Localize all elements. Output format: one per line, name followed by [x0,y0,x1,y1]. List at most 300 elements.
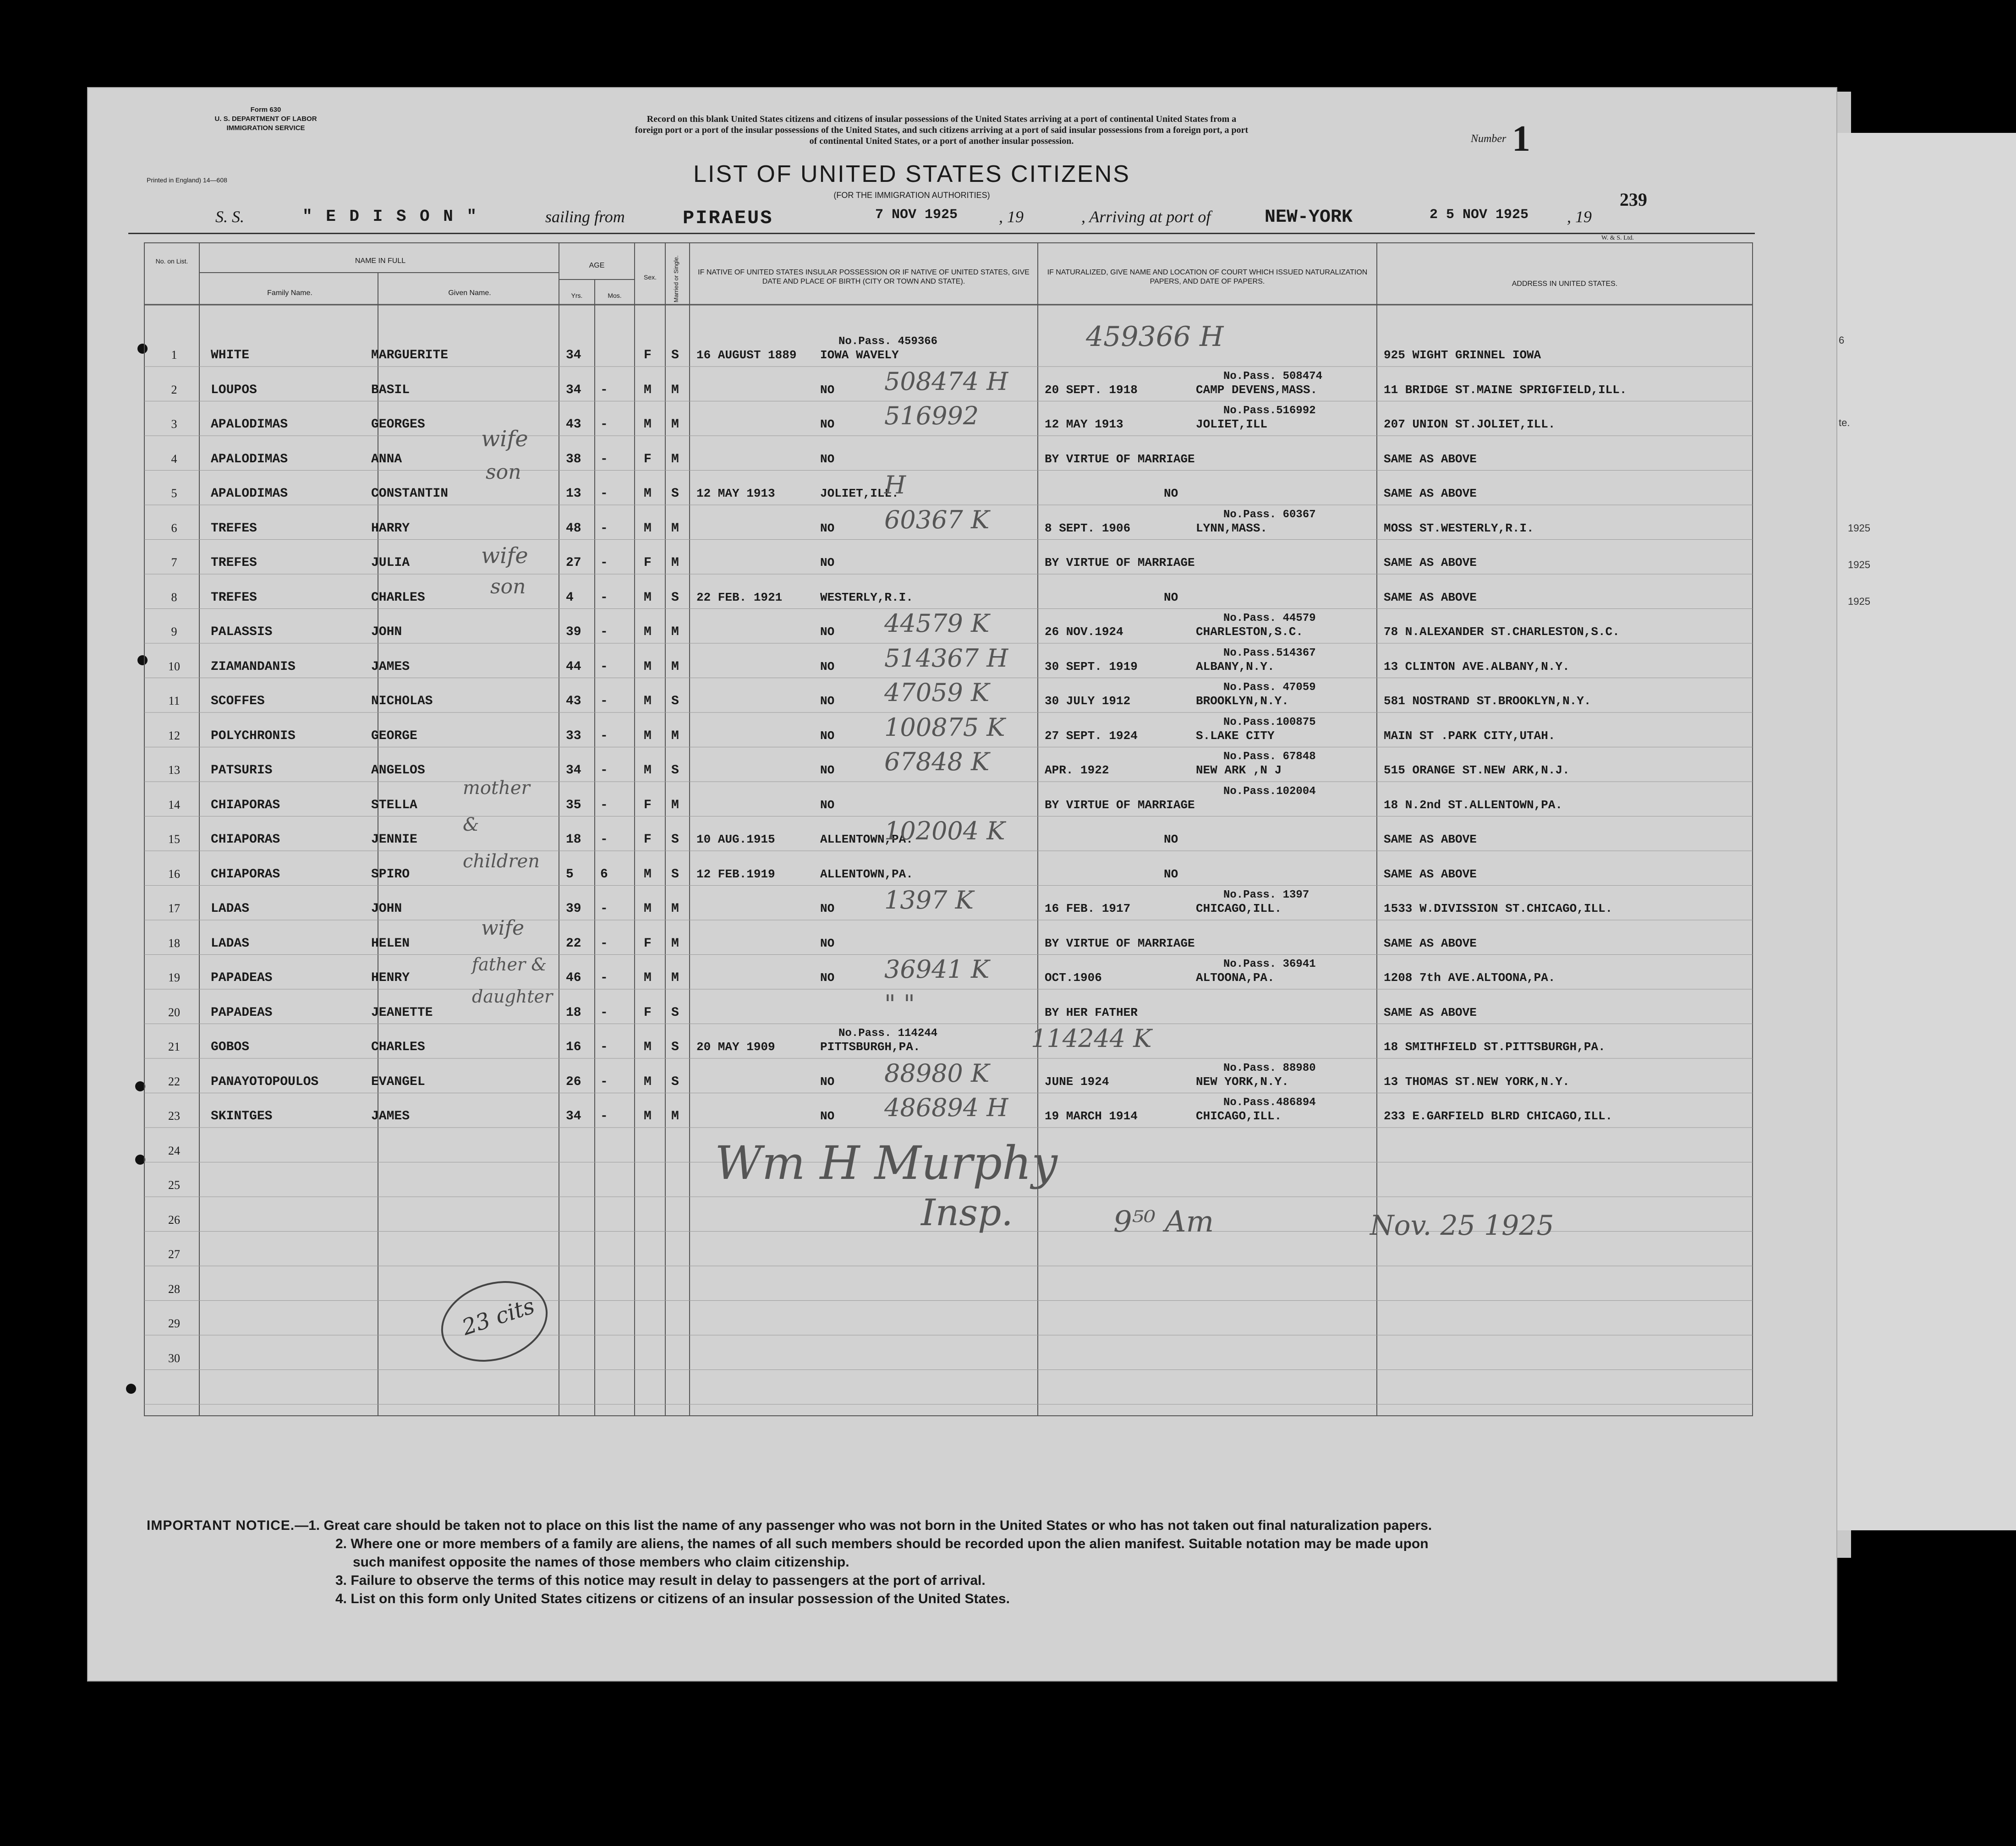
col-given-name: Given Name. [448,289,491,297]
age-months: - [600,729,608,743]
birth-date: NO [820,694,835,708]
row-number: 25 [168,1178,180,1192]
birth-date: 10 AUG.1915 [696,833,775,846]
address: 18 N.2nd ST.ALLENTOWN,PA. [1384,798,1563,812]
address: 13 CLINTON AVE.ALBANY,N.Y. [1384,659,1570,674]
table-row-empty [87,1273,1837,1308]
age-months: - [600,833,608,847]
birth-date: NO [820,763,835,777]
handwritten-pass-number: 100875 K [884,712,1005,742]
family-name: PAPADEAS [211,971,273,985]
family-name: CHIAPORAS [211,867,280,882]
address: 925 WIGHT GRINNEL IOWA [1384,348,1541,362]
handwritten-pass-number: " " [884,989,915,1019]
naturalization-place: CHICAGO,ILL. [1196,902,1282,915]
col-mos: Mos. [608,292,622,299]
row-number: 19 [168,971,180,984]
form-meta [147,105,385,133]
row-number: 30 [168,1351,180,1365]
row-number: 10 [168,659,180,673]
age-months: - [600,556,608,570]
naturalization-place: S.LAKE CITY [1196,729,1275,743]
sex: F [644,556,652,570]
naturalization-place: LYNN,MASS. [1196,521,1268,535]
row-number: 6 [171,521,177,535]
family-name: TREFES [211,556,257,570]
col-married-single: Married or Single. [673,255,679,302]
address: MAIN ST .PARK CITY,UTAH. [1384,729,1556,743]
important-notice [147,1517,1796,1608]
naturalization-date: NO [1164,487,1178,500]
table-row [87,505,1837,547]
birth-place: ALLENTOWN,PA. [820,867,913,881]
address: SAME AS ABOVE [1384,452,1477,466]
marital-status: S [671,833,679,847]
printer-mark: W. & S. Ltd. [1601,235,1634,241]
table-row [87,816,1837,858]
naturalization-date: 26 NOV.1924 [1045,625,1123,639]
address: 515 ORANGE ST.NEW ARK,N.J. [1384,763,1570,777]
sex: M [644,694,652,708]
annotation-son: son [490,575,526,598]
family-name: PAPADEAS [211,1005,273,1020]
given-name: JOHN [371,902,402,916]
age-months: - [600,625,608,639]
age-years: 38 [566,452,581,466]
naturalization-date: BY HER FATHER [1045,1005,1138,1019]
handwritten-pass-number: 102004 K [884,816,1005,845]
table-row-empty [87,1308,1837,1342]
inspection-time: 9⁵⁰ Am [1113,1205,1214,1239]
annotation-mother-children: mother & children [463,778,540,872]
family-name: LOUPOS [211,383,257,397]
notice-item: such manifest opposite the names of those members who claim citizenship. [353,1555,849,1570]
address: SAME AS ABOVE [1384,1005,1477,1019]
department: U. S. DEPARTMENT OF LABOR [214,115,317,123]
pass-number: No.Pass.486894 [1223,1096,1316,1109]
notice-item: 2. Where one or more members of a family are aliens, the names of all such members should be recorded upon the alien manifest. Suitable notation may be made upon [335,1536,1429,1551]
sex: F [644,936,652,951]
row-number: 16 [168,867,180,881]
marital-status: S [671,1005,679,1020]
row-number: 11 [168,694,180,707]
age-years: 43 [566,694,581,708]
age-years: 39 [566,902,581,916]
age-years: 26 [566,1074,581,1089]
col-age: AGE [589,262,605,269]
naturalization-date: OCT.1906 [1045,971,1102,985]
sex: M [644,1109,652,1123]
birth-date: 22 FEB. 1921 [696,590,783,604]
given-name: JEANETTE [371,1005,433,1020]
sex: M [644,417,652,432]
age-months: - [600,1005,608,1020]
sex: F [644,348,652,362]
sex: M [644,383,652,397]
age-months: - [600,659,608,674]
naturalization-date: JUNE 1924 [1045,1074,1109,1089]
punch-hole [126,1384,136,1394]
family-name: ZIAMANDANIS [211,659,296,674]
age-years: 5 [566,867,574,882]
given-name: HELEN [371,936,410,951]
sex: M [644,590,652,605]
date-to: 2 5 NOV 1925 [1430,207,1529,223]
row-number: 12 [168,729,180,742]
age-months: - [600,487,608,501]
naturalization-date: 30 SEPT. 1919 [1045,659,1138,674]
manifest-page [87,87,1837,1682]
ship-underline [128,233,1755,234]
row-number: 7 [171,556,177,569]
sex: F [644,798,652,812]
marital-status: M [671,521,679,536]
address: 18 SMITHFIELD ST.PITTSBURGH,PA. [1384,1040,1605,1054]
given-name: HARRY [371,521,410,536]
family-name: LADAS [211,902,250,916]
age-years: 46 [566,971,581,985]
table-row-empty [87,1342,1837,1377]
row-number: 23 [168,1109,180,1123]
row-number: 26 [168,1213,180,1227]
age-months: - [600,1074,608,1089]
age-months: - [600,798,608,812]
age-months: - [600,383,608,397]
family-name: PALASSIS [211,625,273,639]
family-name: GOBOS [211,1040,250,1054]
col-yrs: Yrs. [571,292,583,299]
age-years: 34 [566,383,581,397]
age-years: 43 [566,417,581,432]
naturalization-place: ALTOONA,PA. [1196,971,1275,985]
address: 78 N.ALEXANDER ST.CHARLESTON,S.C. [1384,625,1620,639]
sex: M [644,521,652,536]
naturalization-date: NO [1164,833,1178,846]
row-number: 3 [171,417,177,431]
given-name: CHARLES [371,1040,425,1054]
marital-status: M [671,625,679,639]
notice-item: 4. List on this form only United States citizens or citizens of an insular possession of the United States. [335,1591,1010,1606]
given-name: SPIRO [371,867,410,882]
marital-status: S [671,348,679,362]
naturalization-date: 20 SEPT. 1918 [1045,383,1138,397]
number-label: Number [1471,133,1507,145]
naturalization-date: NO [1164,590,1178,604]
row-number: 1 [171,348,177,362]
marital-status: S [671,867,679,882]
record-line: Record on this blank United States citizens and citizens of insular possessions of the United States arriving at a port of continental United States from a [646,114,1237,124]
birth-date: NO [820,902,835,915]
row-number: 18 [168,936,180,950]
handwritten-pass-number: 508474 H [884,367,1008,396]
row-number: 2 [171,383,177,396]
pass-number: No.Pass. 67848 [1223,750,1316,763]
number-value: 1 [1512,119,1530,159]
table-row [87,1093,1837,1134]
col-naturalized: IF NATURALIZED, GIVE NAME AND LOCATION OF COURT WHICH ISSUED NATURALIZATION PAPERS, AND DATE OF PAPERS. [1047,268,1368,285]
given-name: BASIL [371,383,410,397]
given-name: CONSTANTIN [371,487,449,501]
birth-date: NO [820,936,835,950]
pass-number: No.Pass.516992 [1223,405,1316,417]
marital-status: S [671,1040,679,1054]
row-number: 9 [171,625,177,638]
sex: M [644,625,652,639]
inspector-title: Insp. [921,1191,1013,1234]
annotation-wife: wife [481,543,528,569]
pass-number: No.Pass. 60367 [1223,508,1316,521]
port-from: PIRAEUS [683,207,773,229]
age-months: - [600,417,608,432]
port-to: NEW-YORK [1265,207,1353,228]
naturalization-place: NEW YORK,N.Y. [1196,1074,1289,1089]
annotation-wife: wife [481,916,525,940]
row-number: 28 [168,1282,180,1296]
side-mark: 1925 [1848,596,1870,607]
birth-place: ALLENTOWN,PA. [820,833,913,846]
given-name: EVANGEL [371,1074,425,1089]
row-number: 24 [168,1144,180,1157]
birth-pass-number: No.Pass. 114244 [838,1027,938,1040]
naturalization-date: 30 JULY 1912 [1045,694,1131,708]
sex: M [644,487,652,501]
birth-date: NO [820,729,835,743]
birth-date: NO [820,556,835,570]
age-years: 22 [566,936,581,951]
birth-place: WESTERLY,R.I. [820,590,913,604]
side-mark: 1925 [1848,559,1870,570]
age-years: 35 [566,798,581,812]
birth-date: 16 AUGUST 1889 [696,348,797,362]
age-months: - [600,694,608,708]
handwritten-pass-number: H [884,471,906,499]
family-name: SKINTGES [211,1109,273,1123]
sex: F [644,1005,652,1020]
family-name: TREFES [211,521,257,536]
sex: M [644,763,652,778]
given-name: GEORGES [371,417,425,432]
handwritten-pass-number: 88980 K [884,1058,990,1088]
pass-number: No.Pass.102004 [1223,785,1316,798]
sex: M [644,867,652,882]
circled-count-text: 23 cits [459,1293,538,1341]
side-mark: 6 [1839,334,1845,346]
table-row [87,886,1837,927]
family-name: CHIAPORAS [211,833,280,847]
address: 207 UNION ST.JOLIET,ILL. [1384,417,1556,431]
marital-status: S [671,1074,679,1089]
row-number: 22 [168,1074,180,1088]
row-number: 20 [168,1005,180,1019]
address: SAME AS ABOVE [1384,936,1477,950]
record-instructions [431,114,1452,147]
marital-status: S [671,694,679,708]
address: 11 BRIDGE ST.MAINE SPRIGFIELD,ILL. [1384,383,1627,397]
sex: F [644,452,652,466]
year-label: , 19 [1567,208,1592,226]
naturalization-place: CHICAGO,ILL. [1196,1109,1282,1123]
annotation-wife: wife [481,426,528,452]
family-name: PANAYOTOPOULOS [211,1074,319,1089]
printed-note: Printed in England) 14—608 [147,176,227,184]
address: SAME AS ABOVE [1384,487,1477,500]
naturalization-date: BY VIRTUE OF MARRIAGE [1045,556,1195,570]
birth-place: JOLIET,ILL. [820,487,899,500]
age-years: 13 [566,487,581,501]
row-number: 13 [168,763,180,777]
birth-pass-number: No.Pass. 459366 [838,335,938,348]
age-months: 6 [600,867,608,882]
naturalization-date: NO [1164,867,1178,881]
marital-status: S [671,763,679,778]
address: SAME AS ABOVE [1384,556,1477,570]
marital-status: S [671,487,679,501]
handwritten-pass-number: 1397 K [884,886,974,915]
naturalization-date: 8 SEPT. 1906 [1045,521,1131,535]
row-number: 14 [168,798,180,811]
handwritten-pass-number: 114244 K [1031,1024,1152,1053]
naturalization-place: ALBANY,N.Y. [1196,659,1275,674]
naturalization-place: NEW ARK ,N J [1196,763,1282,777]
naturalization-date: APR. 1922 [1045,763,1109,777]
marital-status: M [671,936,679,951]
given-name: GEORGE [371,729,417,743]
birth-date: 12 FEB.1919 [696,867,775,881]
age-years: 44 [566,659,581,674]
pass-number: No.Pass. 1397 [1223,889,1309,901]
family-name: APALODIMAS [211,452,288,466]
handwritten-pass-number: 60367 K [884,505,990,534]
age-years: 18 [566,833,581,847]
marital-status: M [671,383,679,397]
handwritten-pass-number: 67848 K [884,747,990,776]
birth-date: 20 MAY 1909 [696,1040,775,1054]
family-name: APALODIMAS [211,417,288,432]
naturalization-date: 19 MARCH 1914 [1045,1109,1138,1123]
pass-number: No.Pass. 44579 [1223,612,1316,624]
age-months: - [600,1040,608,1054]
naturalization-place: CHARLESTON,S.C. [1196,625,1304,639]
page-number: 239 [1620,189,1647,210]
naturalization-date: BY VIRTUE OF MARRIAGE [1045,798,1195,812]
birth-date: NO [820,659,835,674]
age-years: 34 [566,1109,581,1123]
age-years: 34 [566,763,581,778]
birth-date: NO [820,383,835,397]
sex: M [644,729,652,743]
age-years: 4 [566,590,574,605]
marital-status: M [671,1109,679,1123]
address: MOSS ST.WESTERLY,R.I. [1384,521,1534,535]
marital-status: M [671,729,679,743]
age-months: - [600,452,608,466]
age-years: 27 [566,556,581,570]
age-months: - [600,902,608,916]
handwritten-pass-number: 36941 K [884,955,990,984]
naturalization-place: JOLIET,ILL [1196,417,1268,431]
age-months: - [600,936,608,951]
naturalization-date: BY VIRTUE OF MARRIAGE [1045,936,1195,950]
row-number: 21 [168,1040,180,1053]
side-mark: te. [1839,417,1850,428]
side-mark: 1925 [1848,522,1870,534]
pass-number: No.Pass. 88980 [1223,1062,1316,1074]
table-row [87,747,1837,789]
annotation-son: son [486,460,521,484]
marital-status: M [671,798,679,812]
given-name: HENRY [371,971,410,985]
address: 233 E.GARFIELD BLRD CHICAGO,ILL. [1384,1109,1613,1123]
pass-number: No.Pass.514367 [1223,646,1316,659]
date-from: 7 NOV 1925 [875,207,958,223]
sex: M [644,1074,652,1089]
col-native: IF NATIVE OF UNITED STATES INSULAR POSSESSION OR IF NATIVE OF UNITED STATES, GIVE DATE AND PLACE OF BIRTH (CITY OR TOWN AND STATE). [698,268,1030,285]
pass-number: No.Pass. 47059 [1223,681,1316,694]
age-years: 16 [566,1040,581,1054]
row-number: 29 [168,1317,180,1330]
given-name: ANGELOS [371,763,425,778]
age-years: 48 [566,521,581,536]
naturalization-date: 12 MAY 1913 [1045,417,1123,431]
age-years: 34 [566,348,581,362]
form-number: Form 630 [250,106,281,114]
family-name: TREFES [211,590,257,605]
naturalization-date: 27 SEPT. 1924 [1045,729,1138,743]
row-number: 15 [168,833,180,846]
year-label: , 19 [999,208,1024,226]
marital-status: M [671,971,679,985]
given-name: JAMES [371,1109,410,1123]
table-row-empty [87,1238,1837,1273]
birth-date: NO [820,1074,835,1089]
table-row [87,955,1837,996]
record-line: foreign port or a port of the insular possessions of the United States, and such citizens arriving at a port of said insular possessions from a foreign port, a port [635,125,1249,135]
row-number: 4 [171,452,177,466]
col-family-name: Family Name. [267,289,312,297]
table-row [87,443,1837,477]
address: 1208 7th AVE.ALTOONA,PA. [1384,971,1556,985]
family-name: SCOFFES [211,694,265,708]
family-name: LADAS [211,936,250,951]
age-years: 33 [566,729,581,743]
col-no-on-list: No. on List. [155,257,188,265]
marital-status: M [671,417,679,432]
inspector-signature: Wm H Murphy [715,1136,1057,1190]
record-line: of continental United States, or a port of another insular possession. [809,136,1074,146]
inspection-date: Nov. 25 1925 [1370,1210,1554,1242]
family-name: PATSURIS [211,763,273,778]
address: 1533 W.DIVISSION ST.CHICAGO,ILL. [1384,902,1613,915]
naturalization-place: CAMP DEVENS,MASS. [1196,383,1318,397]
address: 581 NOSTRAND ST.BROOKLYN,N.Y. [1384,694,1591,708]
age-months: - [600,971,608,985]
birth-date: NO [820,798,835,812]
marital-status: S [671,590,679,605]
row-number: 8 [171,590,177,604]
annotation-father-daughter: father & daughter [472,954,553,1007]
sex: M [644,1040,652,1054]
age-years: 18 [566,1005,581,1020]
given-name: JAMES [371,659,410,674]
given-name: STELLA [371,798,417,812]
given-name: CHARLES [371,590,425,605]
row-number: 17 [168,902,180,915]
age-months: - [600,590,608,605]
marital-status: M [671,556,679,570]
notice-item: 3. Failure to observe the terms of this notice may result in delay to passengers at the port of arrival. [335,1573,986,1588]
handwritten-pass-number: 514367 H [884,643,1008,673]
col-sex: Sex. [643,274,657,281]
